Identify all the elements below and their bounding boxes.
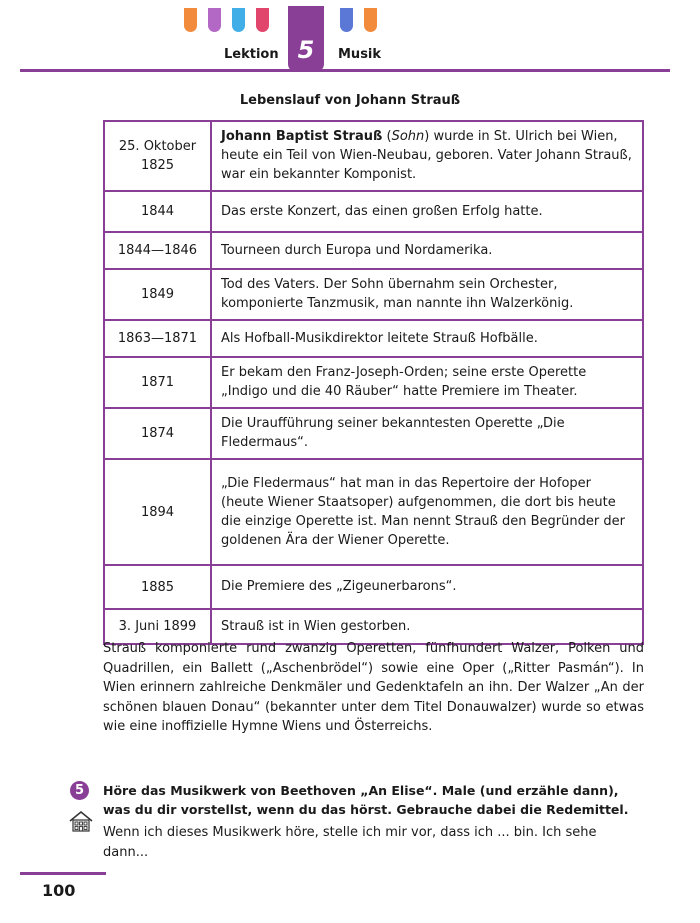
color-tab (208, 8, 221, 32)
timeline-event-text: ( (382, 129, 392, 144)
timeline-row (104, 191, 643, 232)
timeline-event (211, 191, 643, 232)
color-tabs (180, 8, 380, 38)
timeline-row (104, 269, 643, 320)
task-number: 5 (74, 783, 85, 798)
timeline-row (104, 357, 643, 408)
task-instruction: Höre das Musikwerk von Beethoven „An Elise“. Male (und erzähle dann), was du dir vorstellst, wenn du das hörst. Gebrauche dabei die Redemittel. (103, 783, 629, 817)
timeline-date: 3. Juni 1899 (104, 609, 211, 644)
timeline-date: 1863—1871 (104, 320, 211, 357)
timeline-row (104, 459, 643, 565)
header-lektion-label: Lektion (224, 47, 279, 62)
color-tab (184, 8, 197, 32)
color-tab (340, 8, 353, 32)
timeline-date: 25. Oktober 1825 (104, 121, 211, 191)
lesson-number: 5 (297, 36, 315, 64)
timeline-event-text: Tod des Vaters. Der Sohn übernahm sein Orchester, komponierte Tanzmusik, man nannte ihn Walzerkönig. (221, 277, 574, 311)
timeline-event-text: ) wurde in St. Ulrich bei Wien, heute ein Teil von Wien-Neubau, geboren. Vater Johann Strauß, war ein bekannter Komponist. (221, 129, 632, 182)
color-tab (364, 8, 377, 32)
timeline-event-text: „Die Fledermaus“ hat man in das Repertoire der Hofoper (heute Wiener Staatsoper) aufgenommen, die dort bis heute die einzige Operette ist. Man nennt Strauß den Begründer der goldenen Ära der Wiener Operette. (221, 475, 625, 548)
footer-divider (20, 872, 106, 875)
timeline-event (211, 459, 643, 565)
header-divider (20, 69, 670, 72)
timeline-event-text: Johann Baptist Strauß (221, 129, 383, 144)
timeline-event (211, 320, 643, 357)
timeline-date: 1874 (104, 408, 211, 459)
color-tab (232, 8, 245, 32)
timeline-event-text: Er bekam den Franz-Joseph-Orden; seine erste Operette „Indigo und die 40 Räuber“ hatte Premiere im Theater. (221, 365, 587, 399)
color-tab (256, 8, 269, 32)
page-number: 100 (42, 881, 76, 900)
timeline-event-text: Strauß ist in Wien gestorben. (221, 618, 411, 634)
timeline-date: 1894 (104, 459, 211, 565)
timeline-event-text: Die Premiere des „Zigeunerbarons“. (221, 579, 457, 594)
biography-paragraph: Strauß komponierte rund zwanzig Operetten, fünfhundert Walzer, Polken und Quadrillen, ein Ballett („Aschenbrödel“) sowie eine Oper („Ritter Pasmán“). In Wien erinnern zahlreiche Denkmäler und Gedenktafeln an ihn. Der Walzer „An der schönen blauen Donau“ (bekannter unter dem Titel Donauwalzer) wurde so etwas wie eine inoffizielle Hymne Wiens und Österreichs. (103, 641, 644, 735)
timeline-event (211, 269, 643, 320)
timeline-event-text: Sohn (391, 129, 425, 144)
header-topic-label: Musik (338, 47, 382, 62)
timeline-event (211, 232, 643, 269)
timeline-event (211, 408, 643, 459)
timeline-row (104, 121, 643, 191)
timeline-event-text: Das erste Konzert, das einen großen Erfolg hatte. (221, 203, 543, 219)
biography-timeline-table (103, 120, 644, 645)
task-number-badge (70, 781, 89, 800)
page-title: Lebenslauf von Johann Strauß (239, 93, 461, 108)
timeline-event-text: Tourneen durch Europa und Nordamerika. (221, 242, 493, 258)
timeline-event (211, 565, 643, 609)
house-icon (68, 810, 94, 832)
timeline-date: 1849 (104, 269, 211, 320)
timeline-row (104, 232, 643, 269)
timeline-row (104, 408, 643, 459)
timeline-event (211, 121, 643, 191)
lesson-number-badge (288, 6, 324, 72)
timeline-event-text: Die Uraufführung seiner bekanntesten Operette „Die Fledermaus“. (221, 416, 565, 450)
timeline-event (211, 357, 643, 408)
timeline-row (104, 565, 643, 609)
task-sentence-starter: Wenn ich dieses Musikwerk höre, stelle ich mir vor, dass ich ... bin. Ich sehe dann... (103, 825, 597, 860)
timeline-date: 1844—1846 (104, 232, 211, 269)
timeline-row (104, 320, 643, 357)
timeline-date: 1885 (104, 565, 211, 609)
timeline-date: 1871 (104, 357, 211, 408)
timeline-event-text: Als Hofball-Musikdirektor leitete Strauß Hofbälle. (221, 330, 538, 346)
timeline-date: 1844 (104, 191, 211, 232)
